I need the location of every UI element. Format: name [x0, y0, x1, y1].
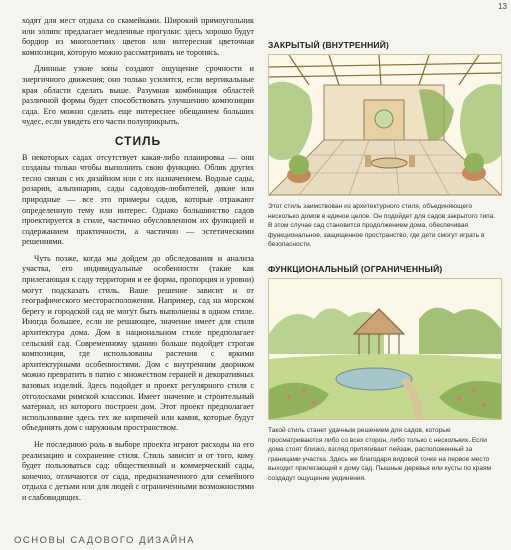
illustration-description: Этот стиль заимствован из архитектурного стиля, объединяющего несколько домов в единое целое. Он подойдет для садов закрытого типа. В этом случае сад становится продолжением дома, обеспечивая функциональное, защищенное пространство, где дети смогут играть в безопасности.: [268, 203, 496, 249]
left-column: [22, 16, 254, 504]
paragraph: ходят для мест отдыха со скамейками. Широкий прямоугольник или эллипс предлагает медленные прогулки: здесь хорошо будут бордюр из многолетних цветов или интересная цветочная композиция, которую можно рассматривать не торопясь.: [22, 16, 254, 57]
functional-garden-illustration: [268, 278, 502, 420]
paragraph: Чуть позже, когда мы дойдем до обследования и анализа участка, его индивидуальные особенности (такие как прилегающая к саду территория и ее форма, пропорция и уровни) могут подсказать стиль. Ваше решение зависит и от географического месторасположения. Например, сад на морском берегу и городской сад не могут быть выполнены в одном стиле. Иногда большее, если не решающее, значение имеет для стиля архитектура дома. Дом в национальном стиле предполагает сельский сад. Современному зданию больше подойдет строгая композиция, где использованы растения с яркими архитектурными особенностями. Дом с внутренним двориком можно превратить в патио с множеством гераней и декоративных вазовых изделий. Здесь подойдет и проект регулярного стиля с отголосками римской классики. Имеет значение и строительный материал, из которого построен дом. Этот проект предполагает использование здесь тех же кирпичей или камня, которые будут объединять дом с наружным пространством.: [22, 253, 254, 433]
illustration-description: Такой стиль станет удачным решением для садов, которые просматриваются либо со всех сторон, либо только с нескольких. Если дома стоят близко, взгляд притягивает пейзаж, расположенный за границами участка. Здесь же благодаря видовой точке на первое место выходит прилегающий к дому сад. Пышные деревья или кусты по краям создадут ощущение уединения.: [268, 426, 492, 482]
paragraph: В некоторых садах отсутствует какая-либо планировка — они созданы только чтобы выполнить свою функцию. Облик других тесно связан с их дизайном или с их назначением. Водные сады, розарии, альпинарии, сады садоводов-любителей, дикие или природные — все это примеры садов, которые отражают определенную тему или интерес. Однако большинство садов проектируется в стиле, частично обусловленном их функцией и содержанием практичности, а частично — эстетическими решениями.: [22, 152, 254, 247]
paragraph: Длинные узкие зоны создают ощущение срочности и энергичного движения; оно только усилится, если вертикальные края области сделать выше. Разумная комбинация областей различной формы будет способствовать улучшению композиции сада. Его можно сделать еще интереснее обещанием больших чудес, если увидеть его части полуприкрыть.: [22, 64, 254, 127]
paragraph: Не последнюю роль в выборе проекта играют расходы на его реализацию и сохранение стиля. Стиль зависит и от того, кому будет пользоваться сад: общественный и коммерческий сады, конечно, отличаются от сада, предназначенного для семейного отдыха с детьми или для людей с ограниченными возможностями и слабовидящих.: [22, 439, 254, 502]
courtyard-garden-illustration: [268, 54, 502, 196]
section-title: СТИЛЬ: [114, 133, 162, 148]
illustration-caption-title: ФУНКЦИОНАЛЬНЫЙ (ОГРАНИЧЕННЫЙ): [268, 263, 443, 274]
running-footer: ОСНОВЫ САДОВОГО ДИЗАЙНА: [14, 535, 195, 546]
page-number: 13: [498, 2, 507, 11]
right-column: [268, 40, 500, 484]
illustration-caption-title: ЗАКРЫТЫЙ (ВНУТРЕННИЙ): [268, 40, 390, 50]
